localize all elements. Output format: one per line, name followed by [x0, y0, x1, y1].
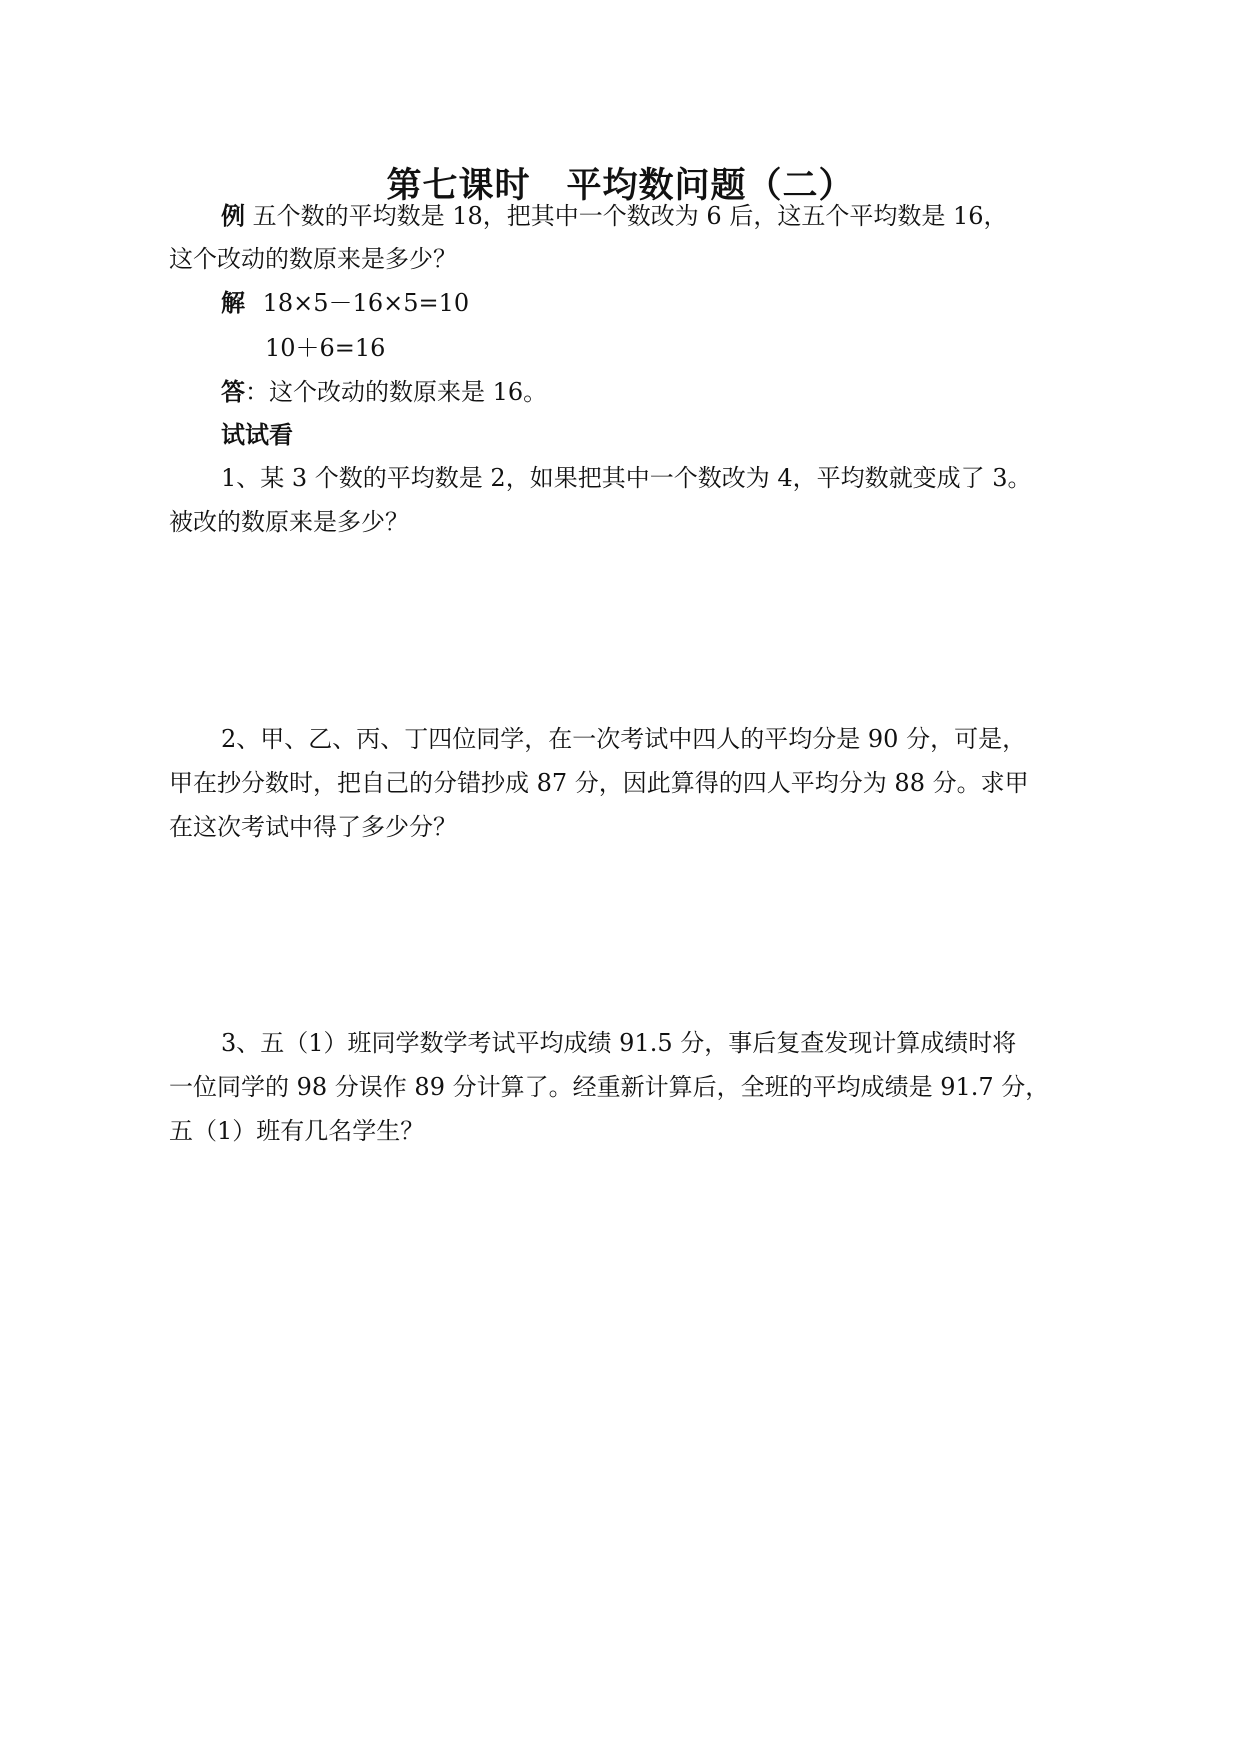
answer-label: 答 [221, 377, 245, 406]
answer-text: ：这个改动的数原来是 16。 [245, 378, 548, 406]
problem-1-line-1: 1、某 3 个数的平均数是 2，如果把其中一个数改为 4，平均数就变成了 3。 [221, 464, 1032, 492]
problem-3-line-3: 五（1）班有几名学生？ [169, 1117, 425, 1145]
example-line-1 [221, 201, 1008, 231]
solution-step-2: 10＋6=16 [265, 334, 386, 362]
practice-heading: 试试看 [221, 420, 293, 449]
problem-1-line-2: 被改的数原来是多少？ [169, 508, 409, 536]
solution-step-1: 18×5－16×5=10 [262, 289, 470, 317]
solution-label: 解 [221, 288, 245, 317]
problem-2-line-1: 2、甲、乙、丙、丁四位同学，在一次考试中四人的平均分是 90 分，可是， [221, 725, 1027, 753]
problem-3-line-2: 一位同学的 98 分误作 89 分计算了。经重新计算后，全班的平均成绩是 91.7 分， [169, 1073, 1050, 1101]
problem-2-line-2: 甲在抄分数时，把自己的分错抄成 87 分，因此算得的四人平均分为 88 分。求甲 [169, 769, 1029, 797]
answer-line [221, 377, 547, 407]
solution-line-1 [221, 288, 469, 318]
problem-2-line-3: 在这次考试中得了多少分？ [169, 813, 457, 841]
page-title: 第七课时 平均数问题（二） [386, 165, 855, 206]
example-line-2: 这个改动的数原来是多少？ [169, 245, 457, 273]
example-label: 例 [221, 201, 245, 230]
problem-3-line-1: 3、五（1）班同学数学考试平均成绩 91.5 分，事后复查发现计算成绩时将 [221, 1029, 1017, 1057]
example-text-1: 五个数的平均数是 18，把其中一个数改为 6 后，这五个平均数是 16， [252, 202, 1008, 230]
